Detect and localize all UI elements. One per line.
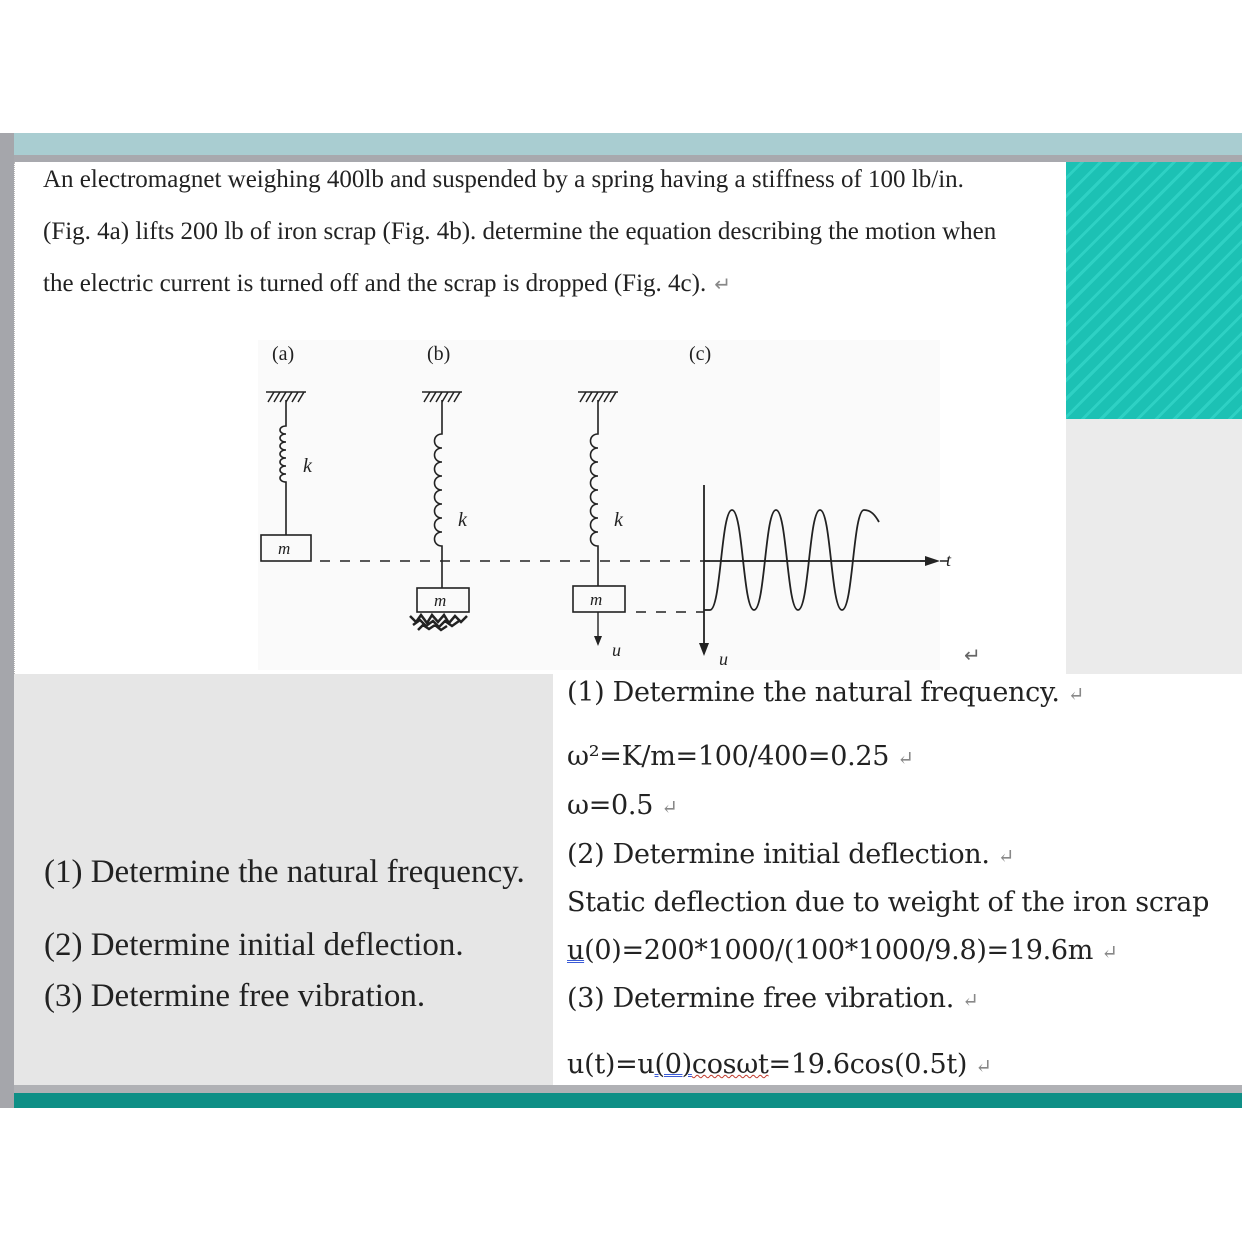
mass-label-b: m xyxy=(434,591,447,610)
return-mark: ↵ xyxy=(714,274,731,296)
initial-deflection-equation: u(0)=200*1000/(100*1000/9.8)=19.6m ↵ xyxy=(567,935,1118,966)
footer-band xyxy=(14,1093,1242,1108)
displacement-label-c: u xyxy=(612,640,621,660)
free-vibration-equation: u(t)=u(0)cosωt=19.6cos(0.5t) ↵ xyxy=(567,1049,992,1080)
iron-scrap xyxy=(410,615,467,630)
static-deflection-text: Static deflection due to weight of the iron scrap xyxy=(567,887,1210,918)
left-frame xyxy=(0,133,14,1108)
arrow-head-c xyxy=(594,636,602,646)
t-axis-arrow xyxy=(925,556,940,566)
problem-line-1: An electromagnet weighing 400lb and suspended by a spring having a stiffness of 100 lb/in. xyxy=(43,166,964,193)
spring-a xyxy=(280,400,286,535)
spring-mass-figure xyxy=(258,340,981,675)
return-mark-figure: ↵ xyxy=(964,645,981,667)
spring-b xyxy=(435,400,443,588)
panel-label-c: (c) xyxy=(689,343,712,365)
omega-equation: ω=0.5 ↵ xyxy=(567,790,678,821)
solution-step-2: (2) Determine initial deflection. ↵ xyxy=(567,839,1015,870)
u-axis-label: u xyxy=(719,649,728,669)
header-band xyxy=(0,133,1242,155)
step-1-heading: (1) Determine the natural frequency. xyxy=(44,854,525,890)
solution-panel xyxy=(553,674,1242,1085)
mass-label-a: m xyxy=(278,539,291,558)
problem-line-3: the electric current is turned off and the scrap is dropped (Fig. 4c). ↵ xyxy=(43,270,731,297)
accent-block xyxy=(1066,162,1242,419)
side-panel xyxy=(1066,419,1242,674)
omega-squared-equation: ω²=K/m=100/400=0.25 ↵ xyxy=(567,741,914,772)
steps-summary-panel xyxy=(14,674,553,1085)
footer-divider xyxy=(14,1085,1242,1093)
spring-label-a: k xyxy=(303,455,312,477)
spring-label-c: k xyxy=(614,509,623,531)
solution-step-1: (1) Determine the natural frequency. ↵ xyxy=(567,677,1085,708)
solution-step-3: (3) Determine free vibration. ↵ xyxy=(567,983,979,1014)
problem-line-2: (Fig. 4a) lifts 200 lb of iron scrap (Fig. 4b). determine the equation describing the motion when xyxy=(43,218,997,245)
mass-label-c: m xyxy=(590,590,603,609)
panel-label-b: (b) xyxy=(427,343,451,365)
spring-c xyxy=(591,400,599,586)
panel-label-a: (a) xyxy=(272,343,295,365)
u-axis-arrow xyxy=(699,643,709,656)
spring-label-b: k xyxy=(458,509,467,531)
t-axis-label: t xyxy=(946,550,952,570)
header-divider xyxy=(0,155,1242,162)
step-3-heading: (3) Determine free vibration. xyxy=(44,978,426,1014)
response-curve xyxy=(710,510,879,610)
step-2-heading: (2) Determine initial deflection. xyxy=(44,927,464,963)
